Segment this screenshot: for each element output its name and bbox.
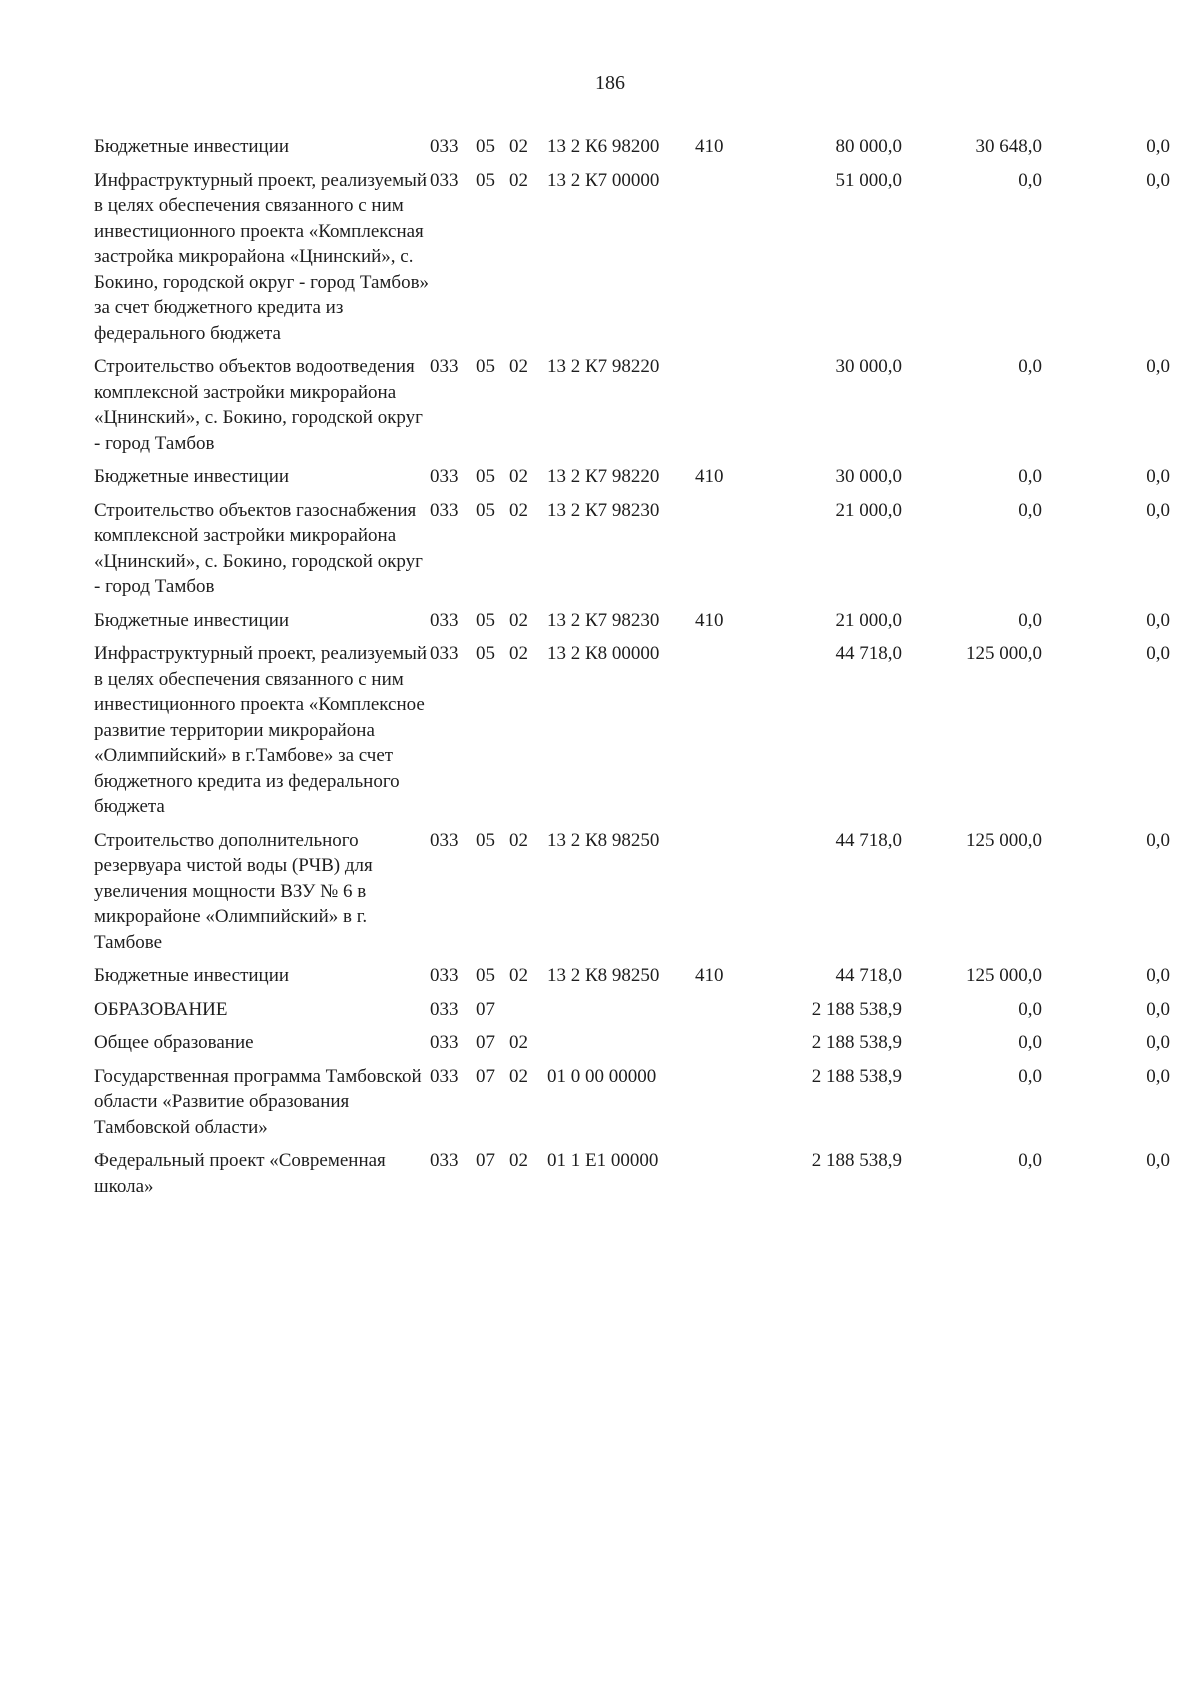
- table-row: [94, 498, 1170, 608]
- row-amount-2: 0,0: [1018, 998, 1042, 1020]
- table-row: [94, 1030, 1170, 1064]
- row-amount-3: 0,0: [1146, 1065, 1170, 1087]
- row-amount-2: 0,0: [1018, 169, 1042, 191]
- row-gr-code: 033: [430, 499, 459, 521]
- row-section-code: 05: [476, 169, 495, 191]
- row-amount-1: 2 188 538,9: [811, 1032, 902, 1053]
- row-subsection-code: 02: [509, 609, 528, 631]
- row-name: Федеральный проект «Современная школа»: [94, 1150, 386, 1197]
- row-name: Бюджетные инвестиции: [94, 965, 290, 986]
- row-amount-3: 0,0: [1146, 1032, 1170, 1053]
- row-subsection-code: 02: [509, 1065, 528, 1087]
- table-row: [94, 828, 1170, 964]
- row-target-article: [547, 997, 695, 1031]
- row-amount-1: 30 000,0: [835, 356, 902, 377]
- row-gr-code: 033: [430, 466, 459, 487]
- row-gr-code: 033: [430, 1065, 459, 1087]
- row-target-article: 13 2 К8 98250: [547, 829, 660, 851]
- row-subsection-code: 02: [509, 499, 528, 521]
- row-amount-3: 0,0: [1146, 998, 1170, 1020]
- row-section-code: 05: [476, 136, 495, 157]
- row-name: ОБРАЗОВАНИЕ: [94, 998, 228, 1020]
- row-name: Строительство объектов газоснабжения комплексной застройки микрорайона «Цнинский», с. Бокино, городской округ - город Тамбов: [94, 499, 423, 597]
- row-section-code: 05: [476, 829, 495, 851]
- row-target-article: 13 2 К7 98220: [547, 356, 660, 377]
- row-amount-1: 21 000,0: [835, 499, 902, 521]
- row-amount-1: 2 188 538,9: [811, 1065, 902, 1087]
- table-row: [94, 641, 1170, 828]
- row-section-code: 07: [476, 1032, 495, 1053]
- table-row: [94, 134, 1170, 168]
- row-amount-3: 0,0: [1146, 499, 1170, 521]
- row-expense-type: [695, 498, 765, 608]
- row-gr-code: 033: [430, 609, 459, 631]
- row-amount-1: 44 718,0: [835, 965, 902, 986]
- row-amount-2: 0,0: [1018, 1065, 1042, 1087]
- row-amount-3: 0,0: [1146, 466, 1170, 487]
- row-gr-code: 033: [430, 136, 459, 157]
- row-subsection-code: 02: [509, 136, 528, 157]
- row-amount-2: 0,0: [1018, 609, 1042, 631]
- row-amount-2: 125 000,0: [966, 643, 1042, 664]
- row-gr-code: 033: [430, 356, 459, 377]
- row-subsection-code: 02: [509, 169, 528, 191]
- row-amount-1: 21 000,0: [835, 609, 902, 631]
- row-section-code: 07: [476, 1065, 495, 1087]
- row-section-code: 05: [476, 643, 495, 664]
- row-name: Бюджетные инвестиции: [94, 136, 290, 157]
- row-amount-2: 30 648,0: [975, 136, 1042, 157]
- row-gr-code: 033: [430, 1150, 459, 1171]
- table-row: [94, 608, 1170, 642]
- row-gr-code: 033: [430, 965, 459, 986]
- row-name: Инфраструктурный проект, реализуемый в целях обеспечения связанного с ним инвестиционного проекта «Комплексное развитие территории микрорайона «Олимпийский» в г.Тамбове» за счет бюджетного кредита из федерального бюджета: [94, 643, 428, 817]
- row-expense-type: [695, 1148, 765, 1207]
- row-expense-type: 410: [695, 965, 724, 986]
- row-gr-code: 033: [430, 643, 459, 664]
- row-amount-1: 2 188 538,9: [811, 1150, 902, 1171]
- row-amount-3: 0,0: [1146, 829, 1170, 851]
- row-amount-3: 0,0: [1146, 643, 1170, 664]
- table-row: [94, 963, 1170, 997]
- row-name: Строительство дополнительного резервуара чистой воды (РЧВ) для увеличения мощности ВЗУ № 6 в микрорайоне «Олимпийский» в г. Тамбове: [94, 829, 373, 953]
- row-amount-3: 0,0: [1146, 169, 1170, 191]
- budget-table: [94, 134, 1170, 1207]
- row-expense-type: [695, 997, 765, 1031]
- row-amount-3: 0,0: [1146, 356, 1170, 377]
- row-amount-3: 0,0: [1146, 1150, 1170, 1171]
- row-section-code: 05: [476, 609, 495, 631]
- row-gr-code: 033: [430, 998, 459, 1020]
- row-target-article: 01 0 00 00000: [547, 1065, 657, 1087]
- row-section-code: 05: [476, 466, 495, 487]
- row-target-article: 13 2 К8 00000: [547, 643, 660, 664]
- row-amount-2: 0,0: [1018, 1150, 1042, 1171]
- row-name: Строительство объектов водоотведения комплексной застройки микрорайона «Цнинский», с. Бокино, городской округ - город Тамбов: [94, 356, 423, 454]
- row-expense-type: [695, 354, 765, 464]
- row-amount-1: 51 000,0: [835, 169, 902, 191]
- row-target-article: 13 2 К7 00000: [547, 169, 660, 191]
- row-amount-2: 0,0: [1018, 466, 1042, 487]
- row-amount-1: 44 718,0: [835, 643, 902, 664]
- table-row: [94, 354, 1170, 464]
- row-subsection-code: 02: [509, 356, 528, 377]
- row-expense-type: [695, 1064, 765, 1149]
- row-expense-type: [695, 828, 765, 964]
- row-expense-type: [695, 1030, 765, 1064]
- row-target-article: 13 2 К7 98230: [547, 499, 660, 521]
- row-name: Государственная программа Тамбовской области «Развитие образования Тамбовской области»: [94, 1065, 422, 1138]
- row-subsection-code: 02: [509, 466, 528, 487]
- row-name: Инфраструктурный проект, реализуемый в целях обеспечения связанного с ним инвестиционного проекта «Комплексная застройка микрорайона «Цнинский», с. Бокино, городской округ - город Тамбов» за счет бюджетного кредита из федерального бюджета: [94, 169, 430, 344]
- row-amount-3: 0,0: [1146, 965, 1170, 986]
- row-expense-type: 410: [695, 466, 724, 487]
- row-gr-code: 033: [430, 169, 459, 191]
- row-expense-type: [695, 168, 765, 355]
- row-amount-2: 0,0: [1018, 1032, 1042, 1053]
- row-amount-1: 30 000,0: [835, 466, 902, 487]
- row-target-article: 13 2 К7 98230: [547, 609, 660, 631]
- row-subsection-code: 02: [509, 829, 528, 851]
- row-subsection-code: 02: [509, 643, 528, 664]
- row-amount-1: 2 188 538,9: [811, 998, 902, 1020]
- row-target-article: 01 1 Е1 00000: [547, 1150, 659, 1171]
- table-row: [94, 464, 1170, 498]
- row-amount-2: 0,0: [1018, 499, 1042, 521]
- row-section-code: 05: [476, 965, 495, 986]
- row-amount-3: 0,0: [1146, 136, 1170, 157]
- row-amount-2: 125 000,0: [966, 829, 1042, 851]
- row-name: Общее образование: [94, 1032, 254, 1053]
- row-amount-3: 0,0: [1146, 609, 1170, 631]
- row-subsection-code: 02: [509, 1032, 528, 1053]
- row-gr-code: 033: [430, 1032, 459, 1053]
- table-row: [94, 1064, 1170, 1149]
- row-amount-2: 125 000,0: [966, 965, 1042, 986]
- row-section-code: 07: [476, 1150, 495, 1171]
- page-number: 186: [595, 72, 625, 94]
- row-subsection-code: 02: [509, 965, 528, 986]
- row-amount-2: 0,0: [1018, 356, 1042, 377]
- row-name: Бюджетные инвестиции: [94, 609, 290, 631]
- row-target-article: 13 2 К6 98200: [547, 136, 660, 157]
- table-row: [94, 168, 1170, 355]
- row-amount-1: 80 000,0: [835, 136, 902, 157]
- row-subsection-code: 02: [509, 1150, 528, 1171]
- row-amount-1: 44 718,0: [835, 829, 902, 851]
- row-expense-type: [695, 641, 765, 828]
- row-section-code: 05: [476, 356, 495, 377]
- row-target-article: [547, 1030, 695, 1064]
- row-section-code: 07: [476, 998, 495, 1020]
- row-target-article: 13 2 К8 98250: [547, 965, 660, 986]
- row-expense-type: 410: [695, 609, 724, 631]
- row-target-article: 13 2 К7 98220: [547, 466, 660, 487]
- row-expense-type: 410: [695, 136, 724, 157]
- row-name: Бюджетные инвестиции: [94, 466, 290, 487]
- table-row: [94, 997, 1170, 1031]
- row-section-code: 05: [476, 499, 495, 521]
- row-subsection-code: [509, 997, 547, 1031]
- row-gr-code: 033: [430, 829, 459, 851]
- table-row: [94, 1148, 1170, 1207]
